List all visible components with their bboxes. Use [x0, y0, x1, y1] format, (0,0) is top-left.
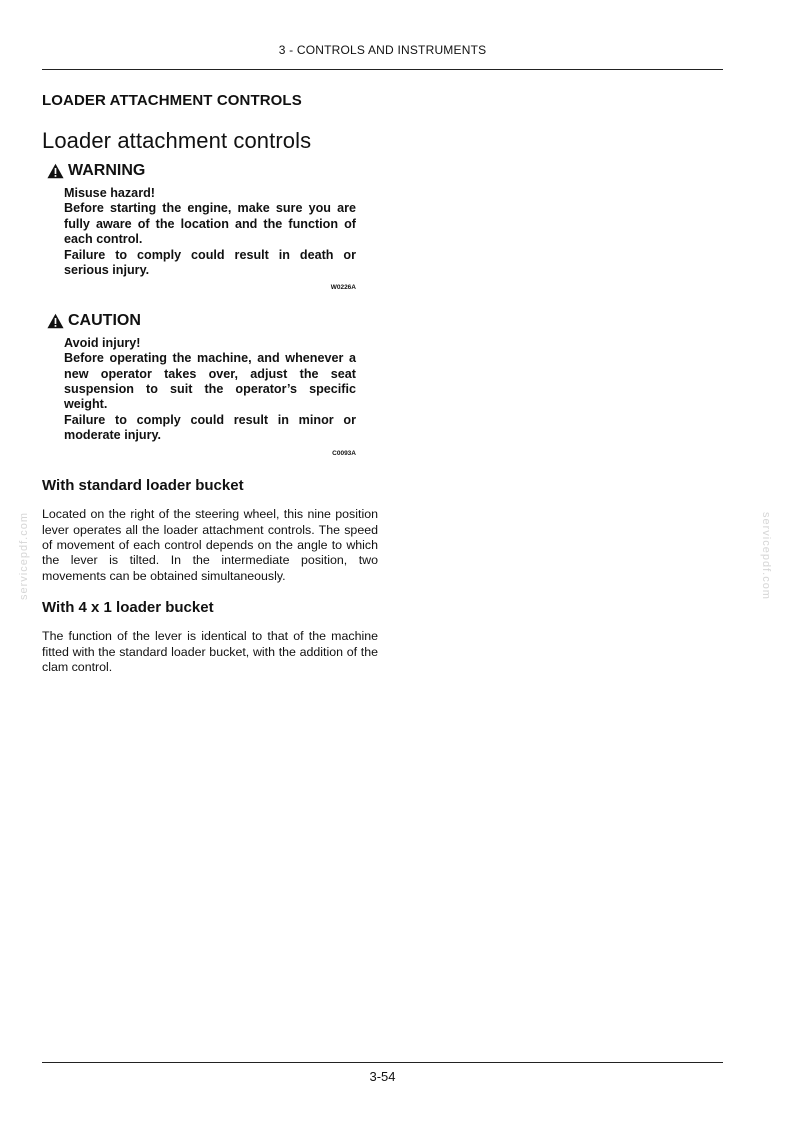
four-in-one-bucket-heading: With 4 x 1 loader bucket: [42, 599, 214, 617]
warning-line-1: Misuse hazard!: [64, 186, 155, 200]
caution-line-2: Before operating the machine, and whenever a new operator takes over, adjust the seat suspension to suit the operator’s specific weight.: [64, 351, 356, 412]
caution-body: [64, 336, 356, 461]
page-content: [42, 92, 378, 690]
caution-heading: [47, 312, 378, 330]
warning-label: WARNING: [68, 162, 146, 179]
watermark-left: servicepdf.com: [18, 512, 30, 600]
standard-bucket-text: Located on the right of the steering wheel, this nine position lever operates all the loader attachment controls. The speed of movement of each control depends on the angle to which the lever is tilted. In the intermediate position, two movements can be obtained simultaneously.: [42, 507, 378, 583]
header-rule: [42, 69, 723, 70]
caution-code: C0093A: [332, 449, 356, 457]
caution-line-3: Failure to comply could result in minor or moderate injury.: [64, 412, 356, 443]
warning-triangle-icon: [47, 163, 64, 179]
section-title: LOADER ATTACHMENT CONTROLS: [42, 92, 302, 109]
warning-code: W0226A: [330, 284, 356, 292]
caution-line-1: Avoid injury!: [64, 335, 141, 350]
page-number: 3-54: [369, 1069, 396, 1084]
topic-title: Loader attachment controls: [42, 128, 312, 153]
warning-line-2: Before starting the engine, make sure you are fully aware of the location and the function of each control.: [64, 201, 356, 247]
watermark-right: servicepdf.com: [760, 512, 772, 600]
standard-bucket-heading: With standard loader bucket: [42, 477, 244, 495]
warning-heading: [47, 162, 378, 180]
warning-body: [64, 186, 356, 296]
caution-label: CAUTION: [68, 311, 141, 329]
warning-triangle-icon: [47, 313, 64, 329]
warning-block: [47, 162, 378, 296]
footer-rule: [42, 1062, 723, 1063]
running-header: 3 - CONTROLS AND INSTRUMENTS: [278, 43, 487, 57]
four-in-one-bucket-text: The function of the lever is identical to that of the machine fitted with the standard loader bucket, with the addition of the clam control.: [42, 629, 378, 674]
warning-line-3: Failure to comply could result in death or serious injury.: [64, 247, 356, 278]
caution-block: [47, 312, 378, 461]
